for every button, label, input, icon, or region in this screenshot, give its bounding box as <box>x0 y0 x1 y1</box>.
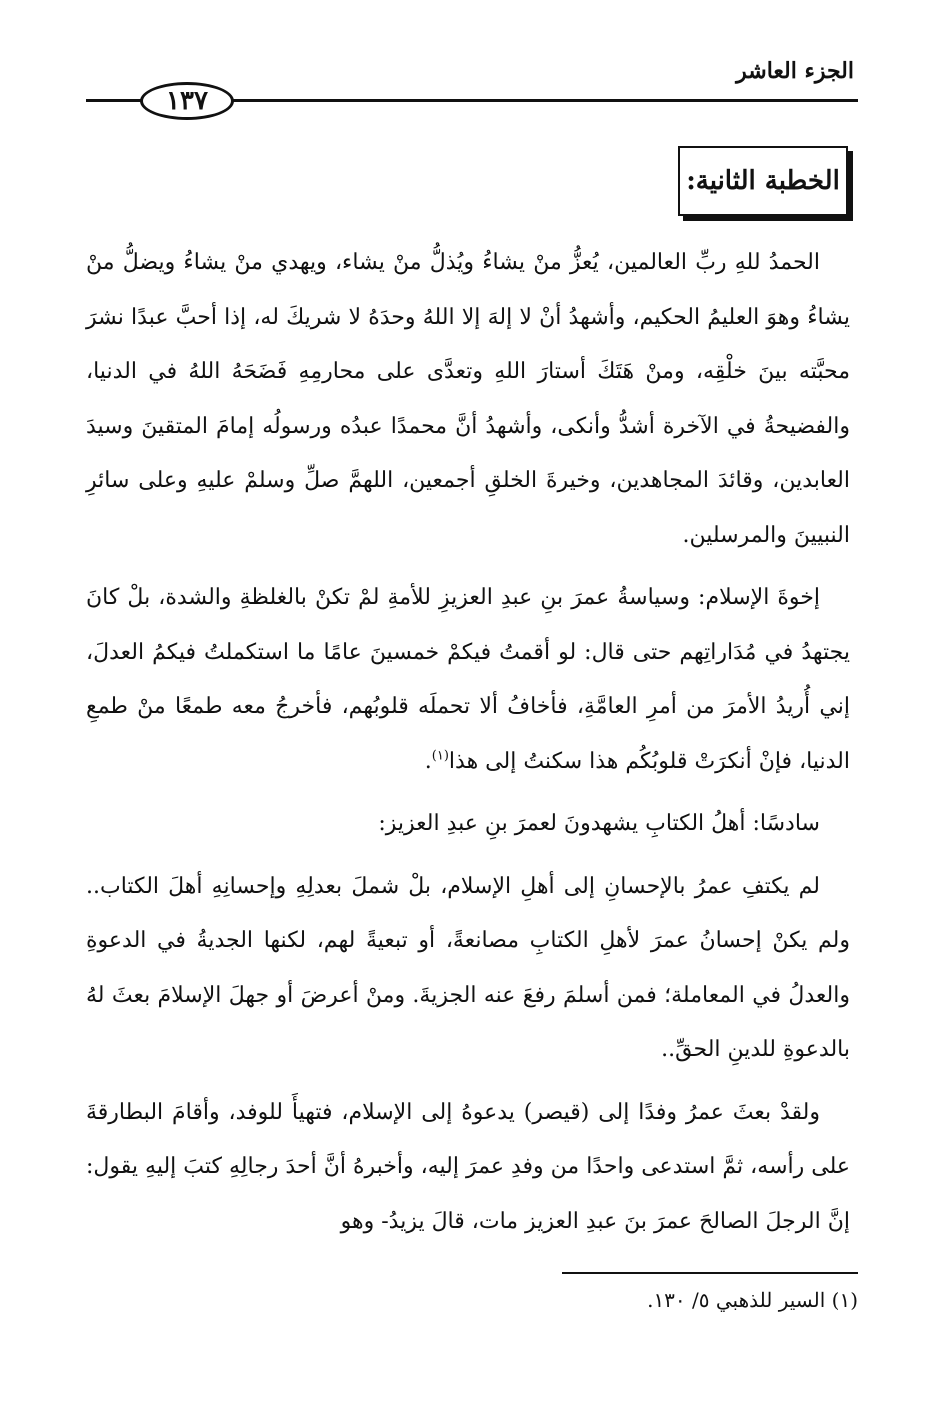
paragraph-2-end: . <box>424 748 432 774</box>
paragraph-4: ولقدْ بعثَ عمرُ وفدًا إلى (قيصر) يدعوهُ إلى الإسلام، فتهيأَ للوفد، وأقامَ البطارقةَ على رأسه، ثمَّ استدعى واحدًا من وفدِ عمرَ إليه، وأخبرهُ أنَّ أحدَ رجالِهِ كتبَ إليهِ يقول: إنَّ الرجلَ الصالحَ عمرَ بنَ عبدِ العزيز مات، قالَ يزيدُ- وهو <box>86 1099 850 1234</box>
footnote-reference: (١) <box>431 748 449 764</box>
page-number <box>140 82 234 120</box>
section-title: الخطبة الثانية: <box>686 166 840 196</box>
running-header: الجزء العاشر <box>736 58 854 84</box>
section-heading-box <box>678 146 848 216</box>
footnote-rule <box>562 1272 858 1274</box>
main-text <box>86 236 850 1249</box>
paragraph-2 <box>86 571 850 789</box>
paragraph-2-text: إخوةَ الإسلام: وسياسةُ عمرَ بنِ عبدِ العزيزِ للأمةِ لمْ تكنْ بالغلظةِ والشدة، بلْ كانَ يجتهدُ في مُدَاراتِهم حتى قال: لو أقمتُ فيكمْ خمسينَ عامًا ما استكملتُ فيكمُ العدلَ، إني أُريدُ الأمرَ من أمرِ العامَّةِ، فأخافُ ألا تحملَه قلوبُهم، فأخرجُ معه طمعًا منْ طمعِ الدنيا، فإنْ أنكرَتْ قلوبُكُم هذا سكنتُ إلى هذا <box>86 585 850 774</box>
paragraph-3: لم يكتفِ عمرُ بالإحسانِ إلى أهلِ الإسلام، بلْ شملَ بعدلِهِ وإحسانِهِ أهلَ الكتاب.. ولم يكنْ إحسانُ عمرَ لأهلِ الكتابِ مصانعةً، أو تبعيةً لهم، لكنها الجديةُ في الدعوةِ والعدلُ في المعاملة؛ فمن أسلمَ رفعَ عنه الجزيةَ. ومنْ أعرضَ أو جهلَ الإسلامَ بعثَ لهُ بالدعوةِ للدينِ الحقِّ.. <box>86 873 850 1062</box>
subheading-sixth: سادسًا: أهلُ الكتابِ يشهدونَ لعمرَ بنِ عبدِ العزيز: <box>378 811 820 836</box>
footnote: (١) السير للذهبي ٥/ ١٣٠. <box>647 1288 858 1312</box>
page-number-text: ١٣٧ <box>166 86 208 116</box>
paragraph-1: الحمدُ للهِ ربِّ العالمين، يُعزُّ منْ يشاءُ ويُذلُّ منْ يشاء، ويهدي منْ يشاءُ ويضلُّ منْ يشاءُ وهوَ العليمُ الحكيم، وأشهدُ أنْ لا إلهَ إلا اللهُ وحدَهُ لا شريكَ له، إذا أحبَّ عبدًا نشرَ محبَّته بينَ خلْقِه، ومنْ هَتَكَ أستارَ اللهِ وتعدَّى على محارمِهِ فَضَحَهُ اللهُ في الدنيا، والفضيحةُ في الآخرة أشدُّ وأنكى، وأشهدُ أنَّ محمدًا عبدُه ورسولُه إمامَ المتقينَ وسيدَ العابدين، وقائدَ المجاهدين، وخيرةَ الخلقِ أجمعين، اللهمَّ صلِّ وسلمْ عليهِ وعلى سائرِ النبيينَ والمرسلين. <box>86 250 850 548</box>
